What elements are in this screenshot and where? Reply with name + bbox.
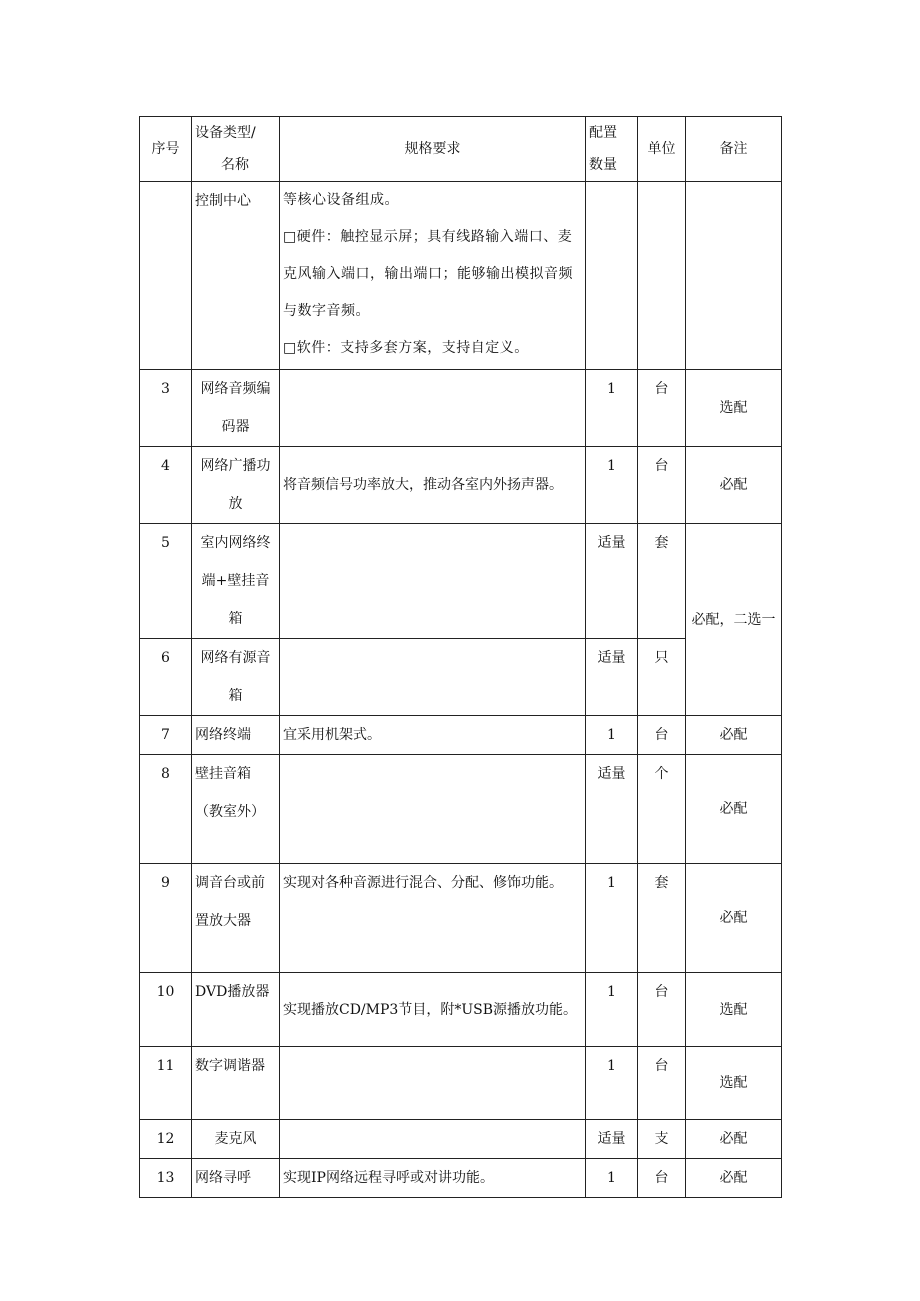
cell-spec: 实现播放CD/MP3节目，附*USB源播放功能。	[280, 973, 586, 1047]
spec-line: □软件：支持多套方案，支持自定义。	[283, 340, 529, 356]
cell-unit: 个	[638, 755, 686, 864]
cell-note: 必配	[686, 1120, 782, 1159]
cell-spec: 宜采用机架式。	[280, 716, 586, 755]
cell-seq	[140, 182, 192, 370]
cell-name: 数字调谐器	[192, 1047, 280, 1120]
cell-unit: 台	[638, 716, 686, 755]
table-row	[140, 1120, 782, 1159]
spec-line: 等核心设备组成。	[283, 192, 399, 208]
cell-name: 调音台或前置放大器	[192, 864, 280, 973]
cell-unit: 台	[638, 1047, 686, 1120]
cell-spec: 实现IP网络远程寻呼或对讲功能。	[280, 1159, 586, 1198]
cell-name: 麦克风	[192, 1120, 280, 1159]
header-qty-line2: 数量	[589, 157, 617, 173]
header-type	[192, 117, 280, 182]
header-seq: 序号	[140, 117, 192, 182]
cell-name: 网络终端	[192, 716, 280, 755]
cell-note: 必配	[686, 755, 782, 864]
header-type-line2: 名称	[221, 157, 249, 173]
cell-spec	[280, 370, 586, 447]
cell-unit: 套	[638, 864, 686, 973]
spec-line: □硬件：触控显示屏；具有线路输入端口、麦克风输入端口，输出端口；能够输出模拟音频与数字音频。	[283, 229, 573, 319]
cell-name: 网络有源音箱	[192, 639, 280, 716]
header-row	[140, 117, 782, 182]
cell-unit: 只	[638, 639, 686, 716]
cell-name: 室内网络终端+壁挂音箱	[192, 524, 280, 639]
cell-note: 必配	[686, 1159, 782, 1198]
table-row	[140, 370, 782, 447]
header-qty-line1: 配置	[589, 125, 617, 141]
cell-seq: 4	[140, 447, 192, 524]
header-spec: 规格要求	[280, 117, 586, 182]
cell-note: 必配	[686, 716, 782, 755]
table-row-continued	[140, 182, 782, 370]
cell-qty	[586, 182, 638, 370]
cell-qty: 适量	[586, 524, 638, 639]
cell-unit: 台	[638, 973, 686, 1047]
cell-note: 必配	[686, 447, 782, 524]
header-qty	[586, 117, 638, 182]
cell-spec	[280, 1120, 586, 1159]
cell-seq: 13	[140, 1159, 192, 1198]
cell-note	[686, 182, 782, 370]
cell-unit: 套	[638, 524, 686, 639]
cell-spec: 将音频信号功率放大，推动各室内外扬声器。	[280, 447, 586, 524]
table-row	[140, 864, 782, 973]
table-row	[140, 973, 782, 1047]
cell-spec	[280, 755, 586, 864]
cell-note-merged: 必配，二选一	[686, 524, 782, 716]
table-row	[140, 755, 782, 864]
cell-unit: 台	[638, 1159, 686, 1198]
cell-spec	[280, 1047, 586, 1120]
table-row	[140, 1047, 782, 1120]
cell-spec	[280, 182, 586, 370]
cell-name: DVD播放器	[192, 973, 280, 1047]
cell-qty: 1	[586, 864, 638, 973]
cell-unit: 台	[638, 370, 686, 447]
cell-note: 选配	[686, 973, 782, 1047]
cell-note: 选配	[686, 370, 782, 447]
cell-spec: 实现对各种音源进行混合、分配、修饰功能。	[280, 864, 586, 973]
cell-seq: 9	[140, 864, 192, 973]
cell-seq: 6	[140, 639, 192, 716]
table-row	[140, 447, 782, 524]
cell-qty: 适量	[586, 1120, 638, 1159]
table-row	[140, 639, 782, 716]
cell-note: 必配	[686, 864, 782, 973]
header-type-line1: 设备类型/	[195, 125, 256, 141]
cell-qty: 适量	[586, 639, 638, 716]
table-row	[140, 1159, 782, 1198]
cell-unit	[638, 182, 686, 370]
cell-name: 网络寻呼	[192, 1159, 280, 1198]
cell-qty: 适量	[586, 755, 638, 864]
cell-seq: 3	[140, 370, 192, 447]
cell-note: 选配	[686, 1047, 782, 1120]
cell-seq: 8	[140, 755, 192, 864]
cell-seq: 12	[140, 1120, 192, 1159]
equipment-table	[139, 116, 782, 1198]
cell-seq: 10	[140, 973, 192, 1047]
cell-qty: 1	[586, 1159, 638, 1198]
cell-unit: 支	[638, 1120, 686, 1159]
cell-qty: 1	[586, 973, 638, 1047]
header-unit: 单位	[638, 117, 686, 182]
cell-qty: 1	[586, 1047, 638, 1120]
cell-name: 控制中心	[192, 182, 280, 370]
cell-unit: 台	[638, 447, 686, 524]
cell-qty: 1	[586, 370, 638, 447]
table-row	[140, 524, 782, 639]
cell-qty: 1	[586, 447, 638, 524]
cell-seq: 5	[140, 524, 192, 639]
cell-spec	[280, 639, 586, 716]
cell-seq: 7	[140, 716, 192, 755]
cell-qty: 1	[586, 716, 638, 755]
cell-name: 网络广播功放	[192, 447, 280, 524]
header-note: 备注	[686, 117, 782, 182]
cell-spec	[280, 524, 586, 639]
cell-seq: 11	[140, 1047, 192, 1120]
cell-name: 壁挂音箱（教室外）	[192, 755, 280, 864]
cell-name: 网络音频编码器	[192, 370, 280, 447]
table-row	[140, 716, 782, 755]
